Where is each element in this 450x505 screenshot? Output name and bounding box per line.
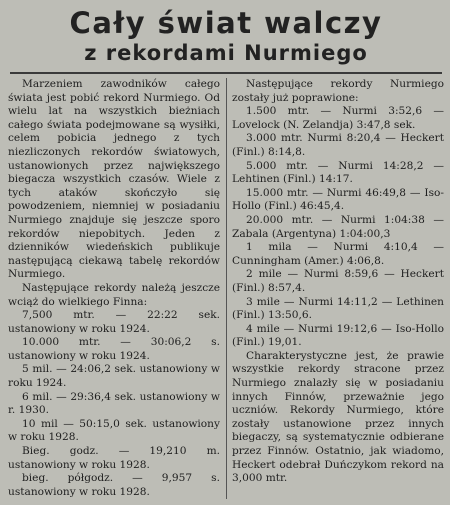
headline xyxy=(8,6,444,66)
broken-record-entry: 20.000 mtr. — Nurmi 1:04:38 — Zabala (Argentyna) 1:04:00,3 xyxy=(232,213,444,240)
broken-record-entry: 1.500 mtr. — Nurmi 3:52,6 — Lovelock (N. Zelandja) 3:47,8 sek. xyxy=(232,105,444,131)
closing-paragraph: Charakterystyczne jest, że prawie wszystkie rekordy stracone przez Nurmiego znalazły się w posiadaniu innych Finnów, przeważnie jego uczniów. Rekordy Nurmiego, które zostały ustanowione przez innych biegaczy, są systematycznie odbierane przez Finnów. Ostatnio, jak wiadomo, Heckert odebrał Duńczykom rekord na 3,000 mtr. xyxy=(232,349,444,485)
broken-records-lead: Następujące rekordy Nurmiego zostały już poprawione: xyxy=(232,78,444,104)
record-entry: 10 mil — 50:15,0 sek. ustanowiony w roku 1928. xyxy=(8,417,220,444)
record-entry: bieg. półgodz. — 9,957 s. ustanowiony w roku 1928. xyxy=(8,472,220,498)
headline-line-1: Cały świat walczy xyxy=(69,6,383,40)
record-entry: 5 mil. — 24:06,2 sek. ustanowiony w roku 1924. xyxy=(8,363,220,390)
broken-record-entry: 15.000 mtr. — Nurmi 46:49,8 — Iso-Hollo (Finl.) 46:45,4. xyxy=(232,186,444,213)
record-entry: Bieg. godz. — 19,210 m. ustanowiony w roku 1928. xyxy=(8,445,220,471)
record-entry: 10.000 mtr. — 30:06,2 s. ustanowiony w roku 1924. xyxy=(8,336,220,362)
record-entry: 6 mil. — 29:36,4 sek. ustanowiony w r. 1930. xyxy=(8,390,220,417)
article-columns xyxy=(8,78,444,499)
left-column xyxy=(8,78,220,499)
intro-paragraph: Marzeniem zawodników całego świata jest pobić rekord Nurmiego. Od wielu lat na wszystkich bieżniach całego świata podejmowane są wysiłki, celem pobicia jednego z tych niezliczonych rekordów światowych, ustanowionych przez największego biegacza wszystkich czasów. Wiele z tych ataków skończyło się powodzeniem, niemniej w posiadaniu Nurmiego znajduje się jeszcze sporo rekordów niepobitych. Jeden z dzienników wiedeńskich publikuje następującą ciekawą tabelę rekordów Nurmiego. xyxy=(8,78,220,281)
broken-record-entry: 3.000 mtr. Nurmi 8:20,4 — Heckert (Finl.) 8:14,8. xyxy=(232,132,444,158)
broken-record-entry: 2 mile — Nurmi 8:59,6 — Heckert (Finl.) 8:57,4. xyxy=(232,268,444,294)
column-divider xyxy=(226,78,227,499)
broken-record-entry: 4 mile — Nurmi 19:12,6 — Iso-Hollo (Finl.) 19,01. xyxy=(232,322,444,349)
standing-records-lead: Następujące rekordy należą jeszcze wciąż do wielkiego Finna: xyxy=(8,281,220,308)
headline-line-2: z rekordami Nurmiego xyxy=(84,41,368,65)
broken-record-entry: 1 mila — Nurmi 4:10,4 — Cunningham (Amer.) 4:06,8. xyxy=(232,241,444,267)
headline-rule xyxy=(10,72,442,74)
right-column xyxy=(232,78,444,499)
record-entry: 7,500 mtr. — 22:22 sek. ustanowiony w roku 1924. xyxy=(8,309,220,335)
broken-record-entry: 5.000 mtr. — Nurmi 14:28,2 — Lehtinen (Finl.) 14:17. xyxy=(232,159,444,186)
broken-record-entry: 3 mile — Nurmi 14:11,2 — Lethinen (Finl.) 13:50,6. xyxy=(232,295,444,322)
